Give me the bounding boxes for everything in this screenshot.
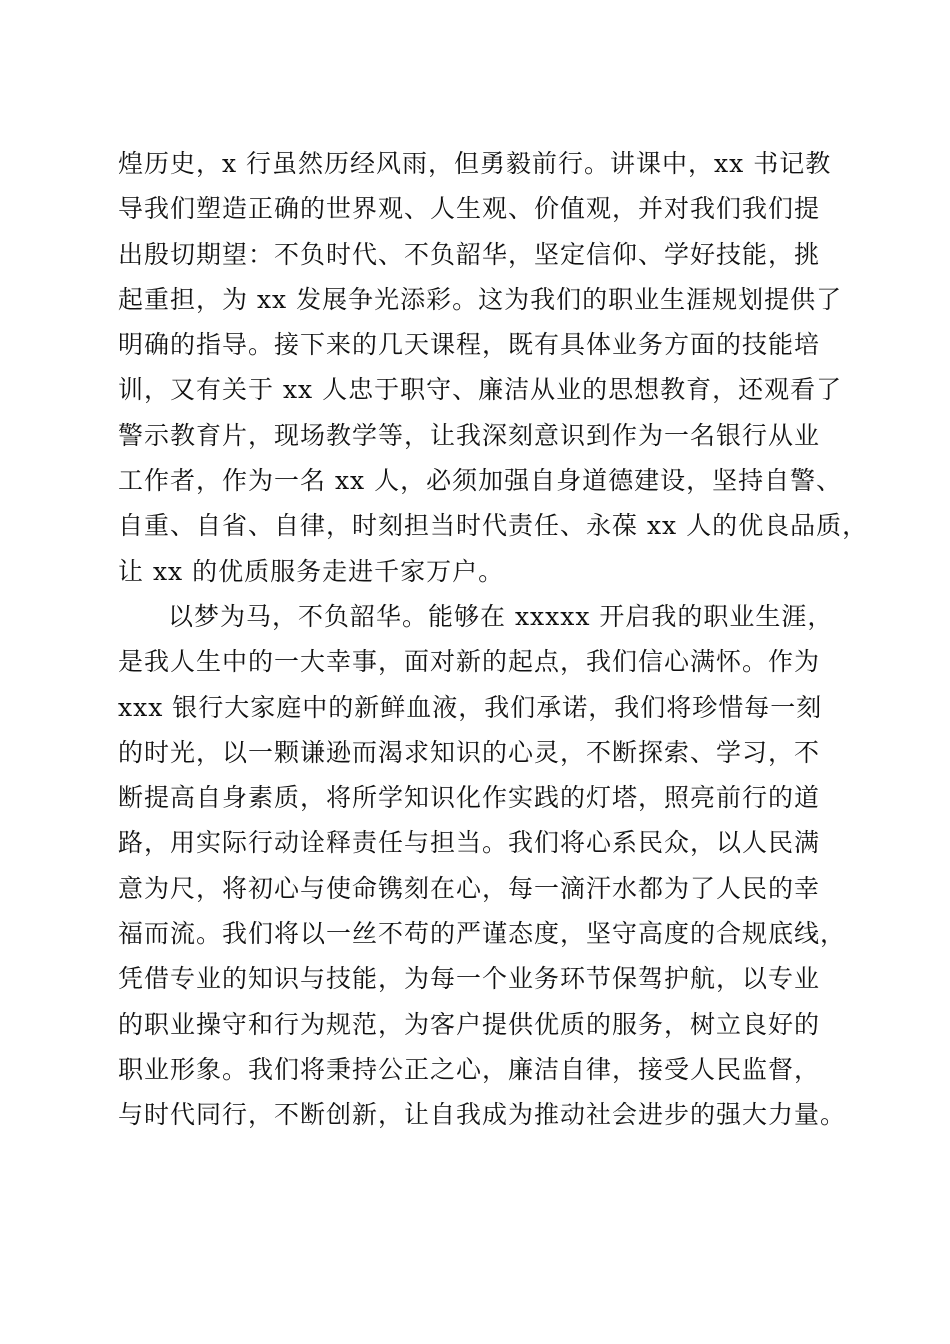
paragraph-line: 起重担，为 xx 发展争光添彩。这为我们的职业生涯规划提供了 (118, 284, 843, 314)
paragraph-line: 以梦为马，不负韶华。能够在 xxxxx 开启我的职业生涯， (168, 601, 834, 631)
paragraph-line: 断提高自身素质，将所学知识化作实践的灯塔，照亮前行的道 (118, 783, 821, 813)
paragraph-line: 警示教育片，现场教学等，让我深刻意识到作为一名银行从业 (118, 420, 821, 450)
paragraph-line: 训，又有关于 xx 人忠于职守、廉洁从业的思想教育，还观看了 (118, 375, 843, 405)
paragraph-line: 明确的指导。接下来的几天课程，既有具体业务方面的技能培 (118, 330, 821, 360)
paragraph-line: 导我们塑造正确的世界观、人生观、价值观，并对我们我们提 (118, 194, 821, 224)
paragraph-line: 凭借专业的知识与技能，为每一个业务环节保驾护航，以专业 (118, 964, 821, 994)
paragraph-line: 的职业操守和行为规范，为客户提供优质的服务，树立良好的 (118, 1009, 821, 1039)
document-body (118, 141, 869, 1138)
paragraph-line: 意为尺，将初心与使命镌刻在心，每一滴汗水都为了人民的幸 (118, 873, 821, 903)
paragraph-line: 煌历史，x 行虽然历经风雨，但勇毅前行。讲课中，xx 书记教 (118, 149, 832, 178)
paragraph-line: 出殷切期望：不负时代、不负韶华，坚定信仰、学好技能，挑 (118, 239, 821, 269)
paragraph-line: 与时代同行，不断创新，让自我成为推动社会进步的强大力量。 (118, 1100, 847, 1130)
paragraph-line: 职业形象。我们将秉持公正之心，廉洁自律，接受人民监督， (118, 1054, 821, 1084)
paragraph-2 (118, 594, 858, 1138)
paragraph-1 (118, 141, 869, 594)
paragraph-line: 福而流。我们将以一丝不苟的严谨态度，坚守高度的合规底线， (118, 919, 847, 949)
paragraph-line: 路，用实际行动诠释责任与担当。我们将心系民众，以人民满 (118, 828, 821, 858)
paragraph-line: 是我人生中的一大幸事，面对新的起点，我们信心满怀。作为 (118, 647, 821, 677)
paragraph-line: 自重、自省、自律，时刻担当时代责任、永葆 xx 人的优良品质， (118, 511, 869, 541)
paragraph-line: 工作者，作为一名 xx 人，必须加强自身道德建设，坚持自警、 (118, 466, 843, 496)
paragraph-line: 的时光，以一颗谦逊而渴求知识的心灵，不断探索、学习，不 (118, 737, 821, 767)
paragraph-line: xxx 银行大家庭中的新鲜血液，我们承诺，我们将珍惜每一刻 (118, 692, 823, 722)
paragraph-line: 让 xx 的优质服务走进千家万户。 (118, 556, 505, 586)
